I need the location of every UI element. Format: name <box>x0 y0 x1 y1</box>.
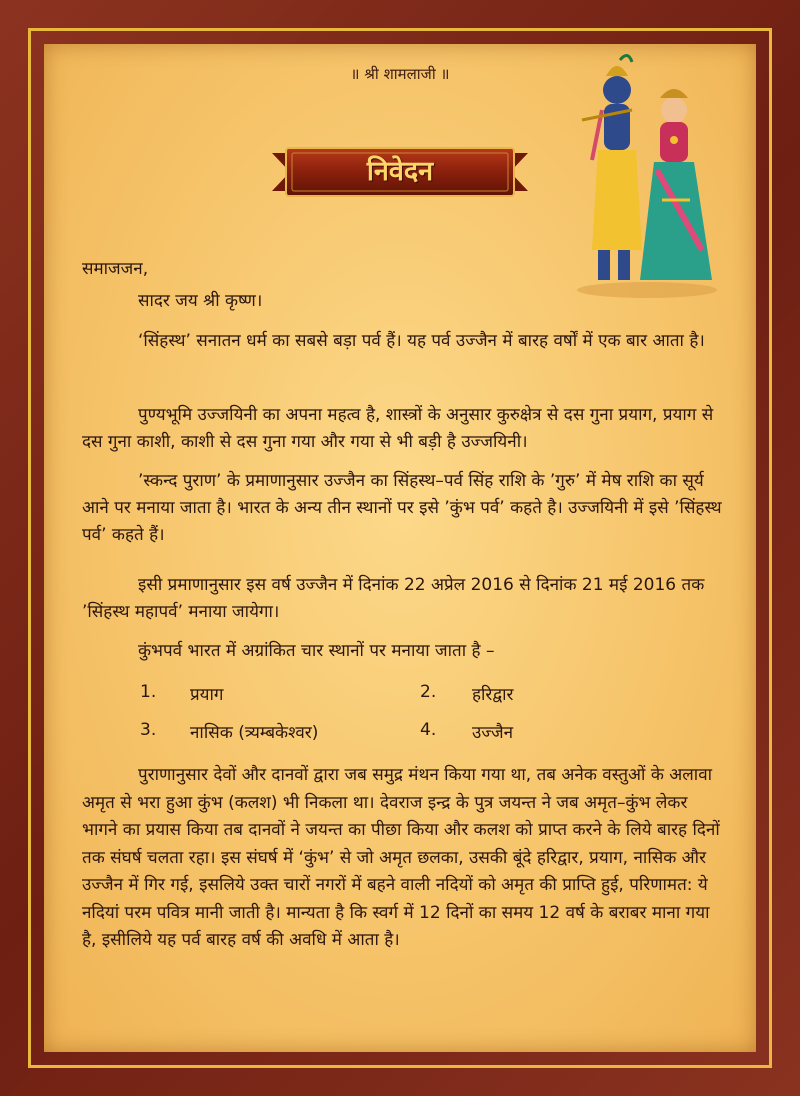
paragraph-3: ’स्कन्द पुराण’ के प्रमाणानुसार उज्जैन का सिंहस्थ–पर्व सिंह राशि के ’गुरु’ में मेष राशि का सूर्य आने पर मनाया जाता है। भारत के अन्य तीन स्थानों पर इसे ’कुंभ पर्व’ कहते है। उज्जयिनी में इसे ’सिंहस्थ पर्व’ कहते हैं। <box>82 471 722 545</box>
title-banner <box>272 145 528 199</box>
place-number: 1. <box>140 682 157 702</box>
place-number: 2. <box>420 682 437 702</box>
radha-krishna-illustration-icon <box>562 50 732 300</box>
greeting: सादर जय श्री कृष्ण। <box>138 291 263 311</box>
paragraph-6: पुराणानुसार देवों और दानवों द्वारा जब समुद्र मंथन किया गया था, तब अनेक वस्तुओं के अलावा अमृत से भरा हुआ कुंभ (कलश) भी निकला था। देवराज इन्द्र के पुत्र जयन्त ने जब अमृत–कुंभ लेकर भागने का प्रयास किया तब दानवों ने जयन्त का पीछा किया और कलश को प्राप्त करने के लिये बारह दिनों तक संघर्ष चलता रहा। इस संघर्ष में ‘कुंभ’ से जो अमृत छलका, उसकी बूंदे हरिद्वार, प्रयाग, नासिक और उज्जैन में गिर गई, इसलिये उक्त चारों नगरों में बहने वाली नदियों को अमृत की प्राप्ति हुई, परिणामत: ये नदियां परम पवित्र मानी जाती है। मान्यता है कि स्वर्ग में 12 दिनों का समय 12 वर्ष के बराबर माना गया है, इसीलिये यह पर्व बारह वर्ष की अवधि में आता है। <box>82 765 720 950</box>
place-number: 3. <box>140 720 157 740</box>
page-title: निवेदन <box>366 156 434 187</box>
paragraph-1: ‘सिंहस्थ’ सनातन धर्म का सबसे बड़ा पर्व हैं। यह पर्व उज्जैन में बारह वर्षों में एक बार आता है। <box>138 331 705 351</box>
paragraph-5: कुंभपर्व भारत में अग्रांकित चार स्थानों पर मनाया जाता है – <box>138 641 495 661</box>
paragraph-2: पुण्यभूमि उज्जयिनी का अपना महत्व है, शास्त्रों के अनुसार कुरुक्षेत्र से दस गुना प्रयाग, प्रयाग से दस गुना काशी, काशी से दस गुना गया और गया से भी बड़ी है उज्जयिनी। <box>82 405 714 452</box>
place-name: प्रयाग <box>190 685 224 705</box>
place-name: हरिद्वार <box>472 685 514 705</box>
place-name: नासिक (त्र्यम्बकेश्वर) <box>190 723 319 743</box>
salutation: समाजजन, <box>82 259 149 279</box>
invocation-heading: ॥ श्री शामलाजी ॥ <box>350 65 450 83</box>
place-number: 4. <box>420 720 437 740</box>
place-name: उज्जैन <box>472 723 514 743</box>
paragraph-4: इसी प्रमाणानुसार इस वर्ष उज्जैन में दिनांक 22 अप्रेल 2016 से दिनांक 21 मई 2016 तक ’सिंहस्थ महापर्व’ मनाया जायेगा। <box>82 575 705 622</box>
